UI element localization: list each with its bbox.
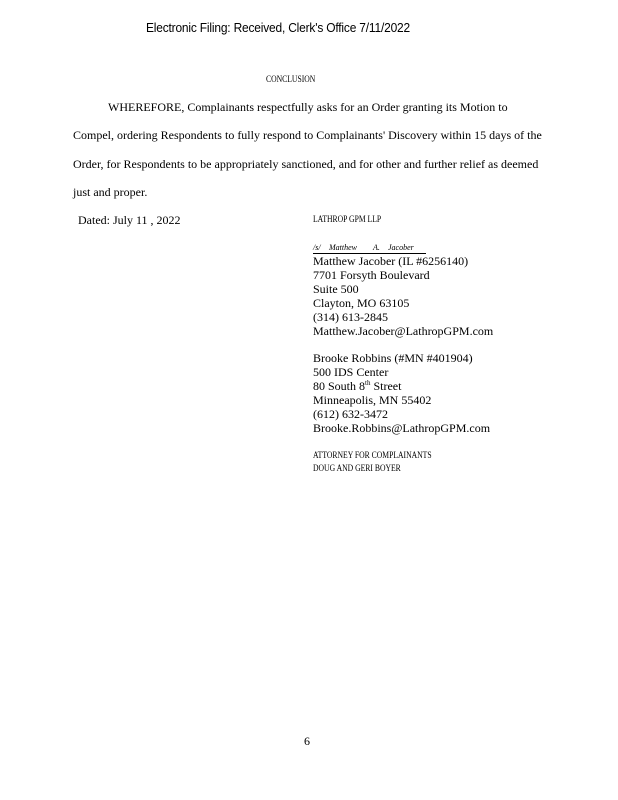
electronic-signature <box>313 243 426 254</box>
attorney-street: 7701 Forsyth Boulevard <box>313 268 430 282</box>
attorney-suite: Suite 500 <box>313 282 359 296</box>
attorney-phone: (612) 632-3472 <box>313 407 388 421</box>
signature-first: Matthew <box>329 243 357 252</box>
signature-last: Jacober <box>388 243 414 252</box>
body-line-2: Compel, ordering Respondents to fully respond to Complainants' Discovery within 15 days of the <box>73 128 542 142</box>
client-names: DOUG AND GERI BOYER <box>313 463 401 473</box>
signature-prefix: /s/ <box>313 243 321 252</box>
attorney-role: ATTORNEY FOR COMPLAINANTS <box>313 450 432 460</box>
attorney-street <box>313 379 490 393</box>
attorney-building: 500 IDS Center <box>313 365 389 379</box>
signature-middle: A. <box>373 243 380 252</box>
street-ordinal-suffix: th <box>365 379 371 387</box>
body-line-3: Order, for Respondents to be appropriately sanctioned, and for other and further relief as deemed <box>73 157 539 171</box>
street-name: Street <box>370 379 402 393</box>
street-number: 80 South 8 <box>313 379 366 393</box>
attorney-block-jacober <box>313 254 493 338</box>
attorney-name: Matthew Jacober (IL #6256140) <box>313 254 469 268</box>
attorney-city: Clayton, MO 63105 <box>313 296 410 310</box>
body-line-1: WHEREFORE, Complainants respectfully asks for an Order granting its Motion to <box>108 100 508 114</box>
date-line: Dated: July 11 , 2022 <box>78 213 181 227</box>
attorney-email: Matthew.Jacober@LathropGPM.com <box>313 324 494 338</box>
section-heading: CONCLUSION <box>266 74 316 84</box>
attorney-email: Brooke.Robbins@LathropGPM.com <box>313 421 491 435</box>
attorney-name: Brooke Robbins (#MN #401904) <box>313 351 473 365</box>
page-number: 6 <box>304 734 310 748</box>
law-firm-name: LATHROP GPM LLP <box>313 214 382 224</box>
attorney-city: Minneapolis, MN 55402 <box>313 393 432 407</box>
body-line-4: just and proper. <box>73 185 148 199</box>
attorney-block-robbins <box>313 351 490 435</box>
filing-stamp: Electronic Filing: Received, Clerk's Office 7/11/2022 <box>146 20 410 35</box>
attorney-phone: (314) 613-2845 <box>313 310 388 324</box>
